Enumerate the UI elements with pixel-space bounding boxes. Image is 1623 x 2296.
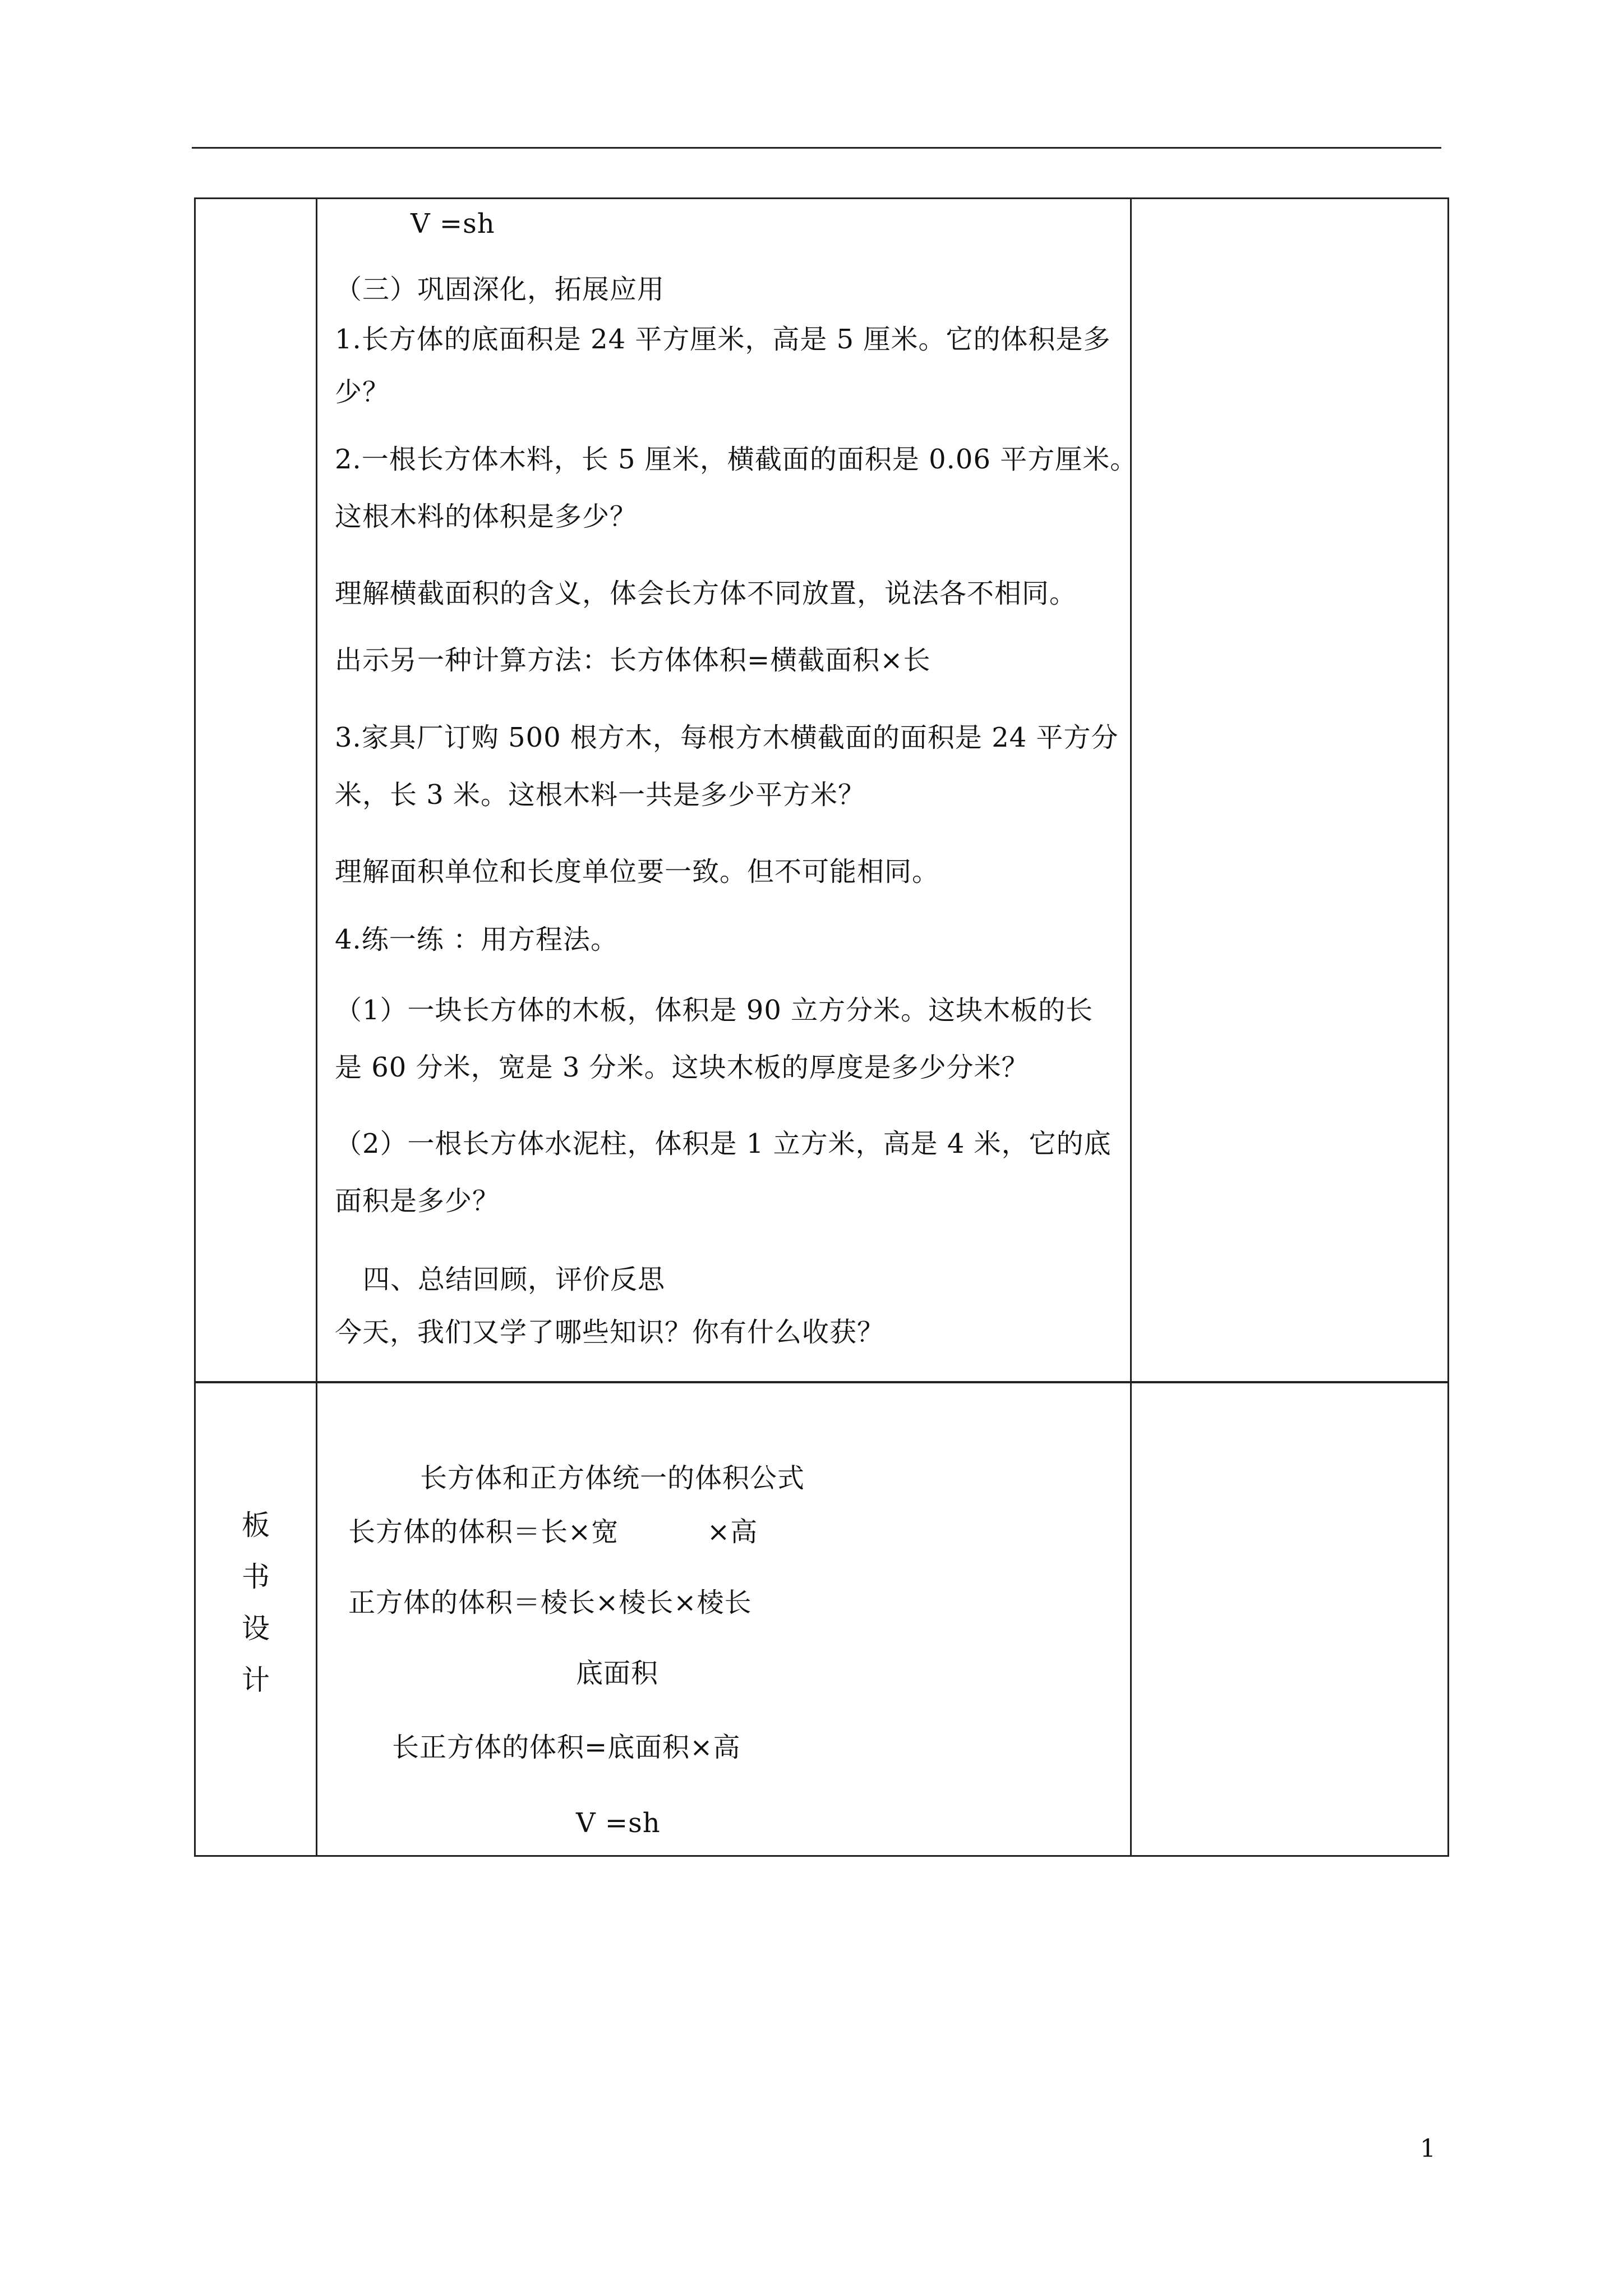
- page-number: 1: [1420, 2134, 1436, 2163]
- column-divider-right: [1130, 199, 1132, 1382]
- problem-1-line-2: 少？: [335, 376, 390, 408]
- cube-volume-formula: 正方体的体积＝棱长×棱长×棱长: [348, 1587, 752, 1618]
- section-heading: （三）巩固深化，拓展应用: [335, 274, 665, 305]
- formula-line: V =sh: [411, 208, 495, 240]
- column-divider-left: [316, 1383, 317, 1855]
- volume-symbol-formula: V =sh: [576, 1807, 661, 1839]
- summary-heading: 四、总结回顾，评价反思: [363, 1264, 666, 1295]
- unified-volume-formula: 长正方体的体积=底面积×高: [392, 1732, 741, 1763]
- column-divider-right: [1130, 1383, 1132, 1855]
- summary-question: 今天，我们又学了哪些知识？你有什么收获？: [335, 1317, 885, 1348]
- board-label-char: 书: [242, 1561, 270, 1593]
- cuboid-volume-formula: 长方体的体积＝长×宽: [348, 1516, 619, 1548]
- problem-2-line-1: 2.一根长方体木料，长 5 厘米，横截面的面积是 0.06 平方厘米。: [335, 444, 1138, 475]
- practice-2-line-1: （2）一根长方体水泥柱，体积是 1 立方米，高是 4 米，它的底: [335, 1128, 1112, 1159]
- board-title: 长方体和正方体统一的体积公式: [420, 1462, 805, 1494]
- practice-heading: 4.练一练 ：用方程法。: [335, 924, 619, 955]
- practice-1-line-1: （1）一块长方体的木板，体积是 90 立方分米。这块木板的长: [335, 995, 1094, 1026]
- board-label-char: 计: [242, 1664, 270, 1696]
- explanation-cross-section: 理解横截面积的含义，体会长方体不同放置，说法各不相同。: [335, 578, 1077, 609]
- board-label-char: 设: [242, 1612, 270, 1645]
- problem-3-line-1: 3.家具厂订购 500 根方木，每根方木横截面的面积是 24 平方分: [335, 722, 1119, 753]
- column-divider-left: [316, 199, 317, 1382]
- practice-2-line-2: 面积是多少？: [335, 1185, 500, 1217]
- base-area-label: 底面积: [576, 1658, 659, 1689]
- lesson-steps-row: [194, 197, 1449, 1383]
- board-design-row: [194, 1381, 1449, 1857]
- problem-2-line-2: 这根木料的体积是多少？: [335, 501, 638, 532]
- problem-1-line-1: 1.长方体的底面积是 24 平方厘米，高是 5 厘米。它的体积是多: [335, 324, 1111, 355]
- explanation-units: 理解面积单位和长度单位要一致。但不可能相同。: [335, 856, 940, 887]
- board-label-char: 板: [242, 1509, 270, 1542]
- practice-1-line-2: 是 60 分米，宽是 3 分米。这块木板的厚度是多少分米？: [335, 1052, 1029, 1083]
- problem-3-line-2: 米，长 3 米。这根木料一共是多少平方米？: [335, 779, 866, 811]
- cuboid-volume-height: ×高: [707, 1516, 758, 1548]
- alternative-method: 出示另一种计算方法：长方体体积=横截面积×长: [335, 645, 931, 676]
- header-rule: [192, 147, 1441, 149]
